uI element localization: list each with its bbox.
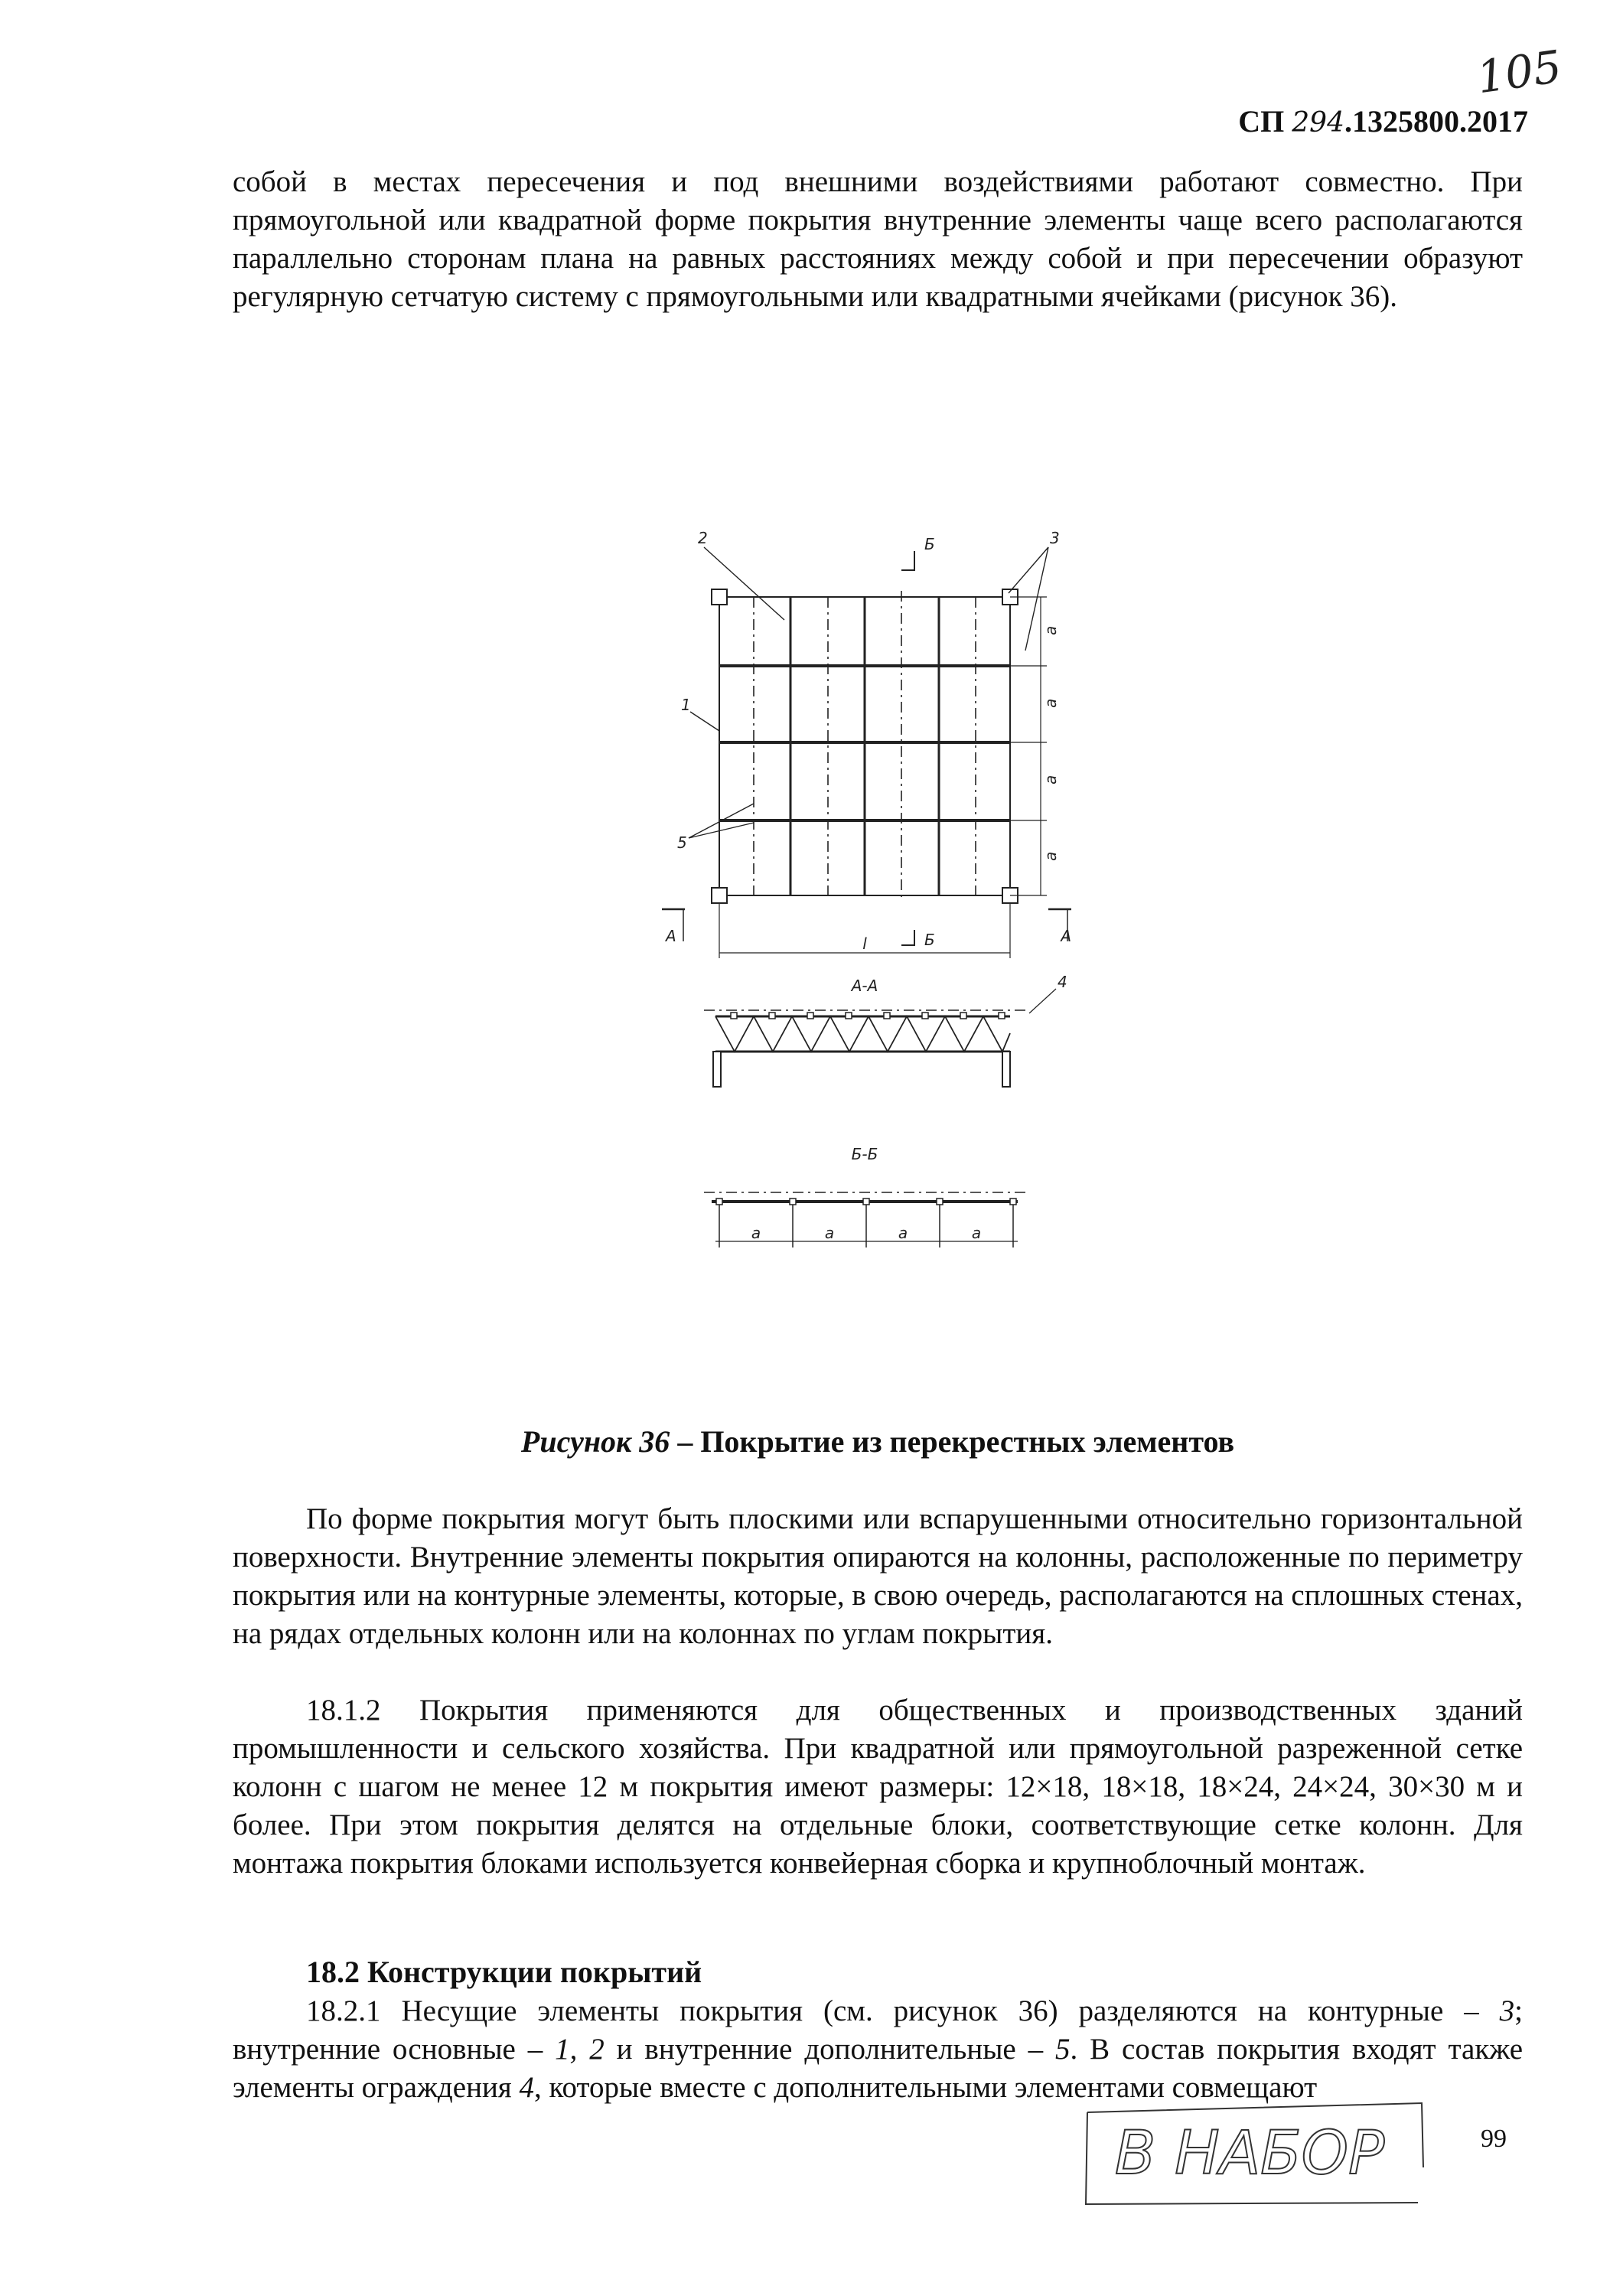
label-5: 5 [677,833,687,852]
section-bb-title: Б-Б [851,1145,878,1163]
label-4: 4 [1058,973,1067,991]
label-l: l [862,934,867,953]
bb-label-a-3: a [898,1224,908,1242]
column-top-left [712,589,727,605]
section-mark-b-bottom [901,930,914,945]
header-prefix: СП [1238,104,1292,139]
caption-dash: – [670,1424,701,1459]
stamp-text: В НАБОР [1114,2119,1385,2188]
aa-column-right [1002,1052,1010,1087]
column-bottom-left [712,888,727,903]
label-2: 2 [698,529,708,547]
label-a-right: А [1061,927,1071,945]
caption-number: Рисунок 36 [520,1424,670,1459]
caption-title: Покрытие из перекрестных элементов [700,1424,1235,1459]
bb-label-a-2: a [824,1224,835,1242]
paragraph-1: собой в местах пересечения и под внешними воздействиями работают совместно. При прямоугольной или квадратной форме покрытия внутренние элементы чаще всего располагаются параллельно сторонам плана на равных расстояниях между собой и при пересечении образуют регулярную сетчатую систему с прямоугольными или квадратными ячейками (рисунок 36). [233,165,1523,313]
label-a-3: a [1041,775,1060,784]
leader-3a [1009,547,1048,593]
figure-36-drawing [643,528,1071,1316]
paragraph-4: 18.2.1 Несущие элементы покрытия (см. рисунок 36) разделяются на контурные – 3; внутренние основные – 1, 2 и внутренние дополнительные – 5. В состав покрытия входят также элементы ограждения 4, которые вместе с дополнительными элементами совмещают [233,1994,1524,2104]
document-header [1238,103,1528,139]
leader-4 [1029,989,1056,1013]
label-a-4: a [1041,851,1060,861]
figure-caption [233,1424,1523,1459]
section-mark-b-top [901,551,914,570]
bb-label-a-4: a [971,1224,982,1242]
header-suffix: .1325800.2017 [1344,104,1528,139]
leader-5b [689,823,754,838]
label-a-2: a [1041,698,1060,708]
stamp [1081,2097,1427,2209]
leader-2 [704,547,784,620]
section-aa-title: А-А [851,977,878,995]
aa-truss-web [715,1016,1010,1052]
label-b-top: Б [924,535,935,553]
aa-column-left [713,1052,721,1087]
page-number: 99 [1481,2125,1507,2153]
label-1: 1 [681,696,691,714]
paragraph-2: По форме покрытия могут быть плоскими или вспарушенными относительно горизонтальной поверхности. Внутренние элементы покрытия опираются на колонны, расположенные по периметру покрытия или на контурные элементы, которые, в свою очередь, располагаются на сплошных стенах, на рядах отдельных колонн или на колоннах по углам покрытия. [233,1502,1523,1650]
leader-1 [690,712,719,731]
section-heading: 18.2 Конструкции покрытий [306,1955,702,1989]
bb-label-a-1: a [751,1224,761,1242]
label-3: 3 [1050,529,1060,547]
header-handwritten-number: 294 [1292,107,1344,139]
handwritten-page-number: 105 [1473,40,1565,104]
label-a-1: a [1041,625,1060,635]
paragraph-3: 18.1.2 Покрытия применяются для общественных и производственных зданий промышленности и сельского хозяйства. При квадратной или прямоугольной разреженной сетке колонн с шагом не менее 12 м покрытия имеют размеры: 12×18, 18×18, 18×24, 24×24, 30×30 м и более. При этом покрытия делятся на отдельные блоки, соответствующие сетке колонн. Для монтажа покрытия блоками используется конвейерная сборка и крупноблочный монтаж. [233,1694,1523,1880]
label-a-left: А [666,927,676,945]
label-b-bottom: Б [924,931,935,949]
truss-nodes [716,1013,1016,1205]
